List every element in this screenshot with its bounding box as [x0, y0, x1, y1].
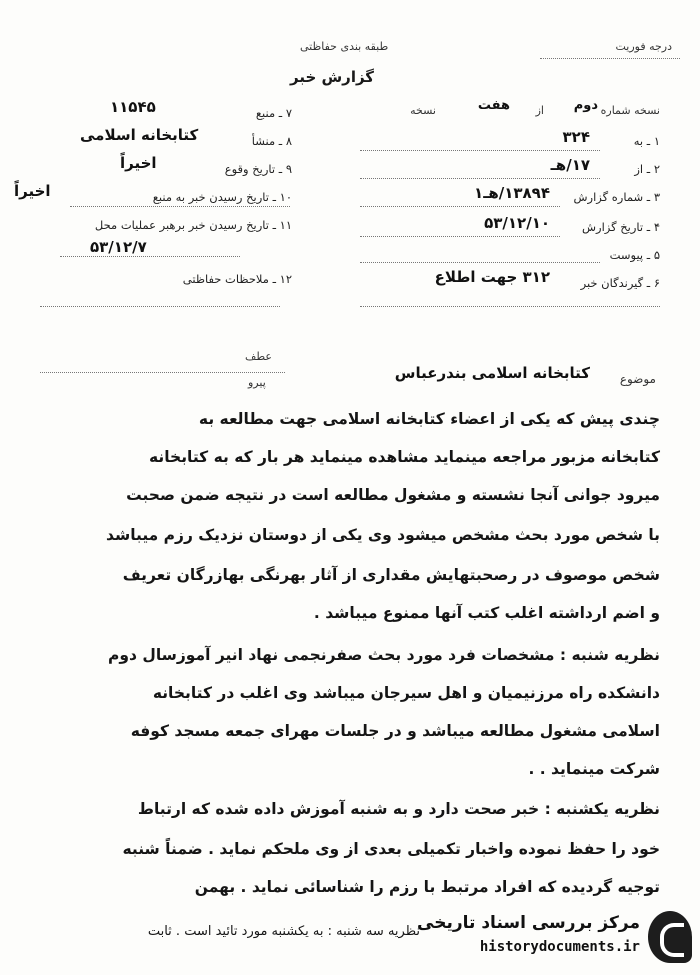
field-from-value: ۱۷/هـ	[550, 156, 590, 174]
field-source-received-value: اخیراً	[14, 182, 51, 200]
field-leader-received-value: ۵۳/۱۲/۷	[90, 238, 147, 256]
body-line: و اضم ارداشته اغلب کتب آنها ممنوع میباشد .	[313, 604, 660, 622]
watermark-title: مرکز بررسی اسناد تاریخی	[417, 913, 640, 933]
field-source-value: ۱۱۵۴۵	[110, 98, 156, 116]
field-report-number-value: ۱۳۸۹۴/هـ۱	[474, 184, 550, 202]
field-recipients-label: ۶ ـ گیرندگان خبر	[580, 276, 660, 290]
subject-label: موضوع	[619, 372, 656, 386]
watermark-url: historydocuments.ir	[479, 939, 640, 955]
of-label: از	[535, 104, 544, 117]
body-line: شخص موصوف در رصحبتهایش مقداری از آثار بهرنگی بهازرگان تعریف	[122, 566, 660, 584]
body-line: با شخص مورد بحث مشخص میشود وی یکی از دوستان نزدیک رزم میباشد	[106, 526, 660, 544]
copy-label: نسخه	[410, 104, 436, 117]
field-origin-value: کتابخانه اسلامی	[80, 126, 199, 144]
body-line: توجیه گردیده که افراد مرتبط با رزم را شناسائی نماید . بهمن	[194, 878, 660, 896]
subject-value: کتابخانه اسلامی بندرعباس	[394, 364, 590, 382]
body-line: نظریه یکشنبه : خبر صحت دارد و به شنبه آموزش داده شده که ارتباط	[137, 800, 660, 818]
field-security-notes-label: ۱۲ ـ ملاحظات حفاظتی	[182, 272, 292, 286]
field-to-value: ۳۲۴	[562, 128, 590, 146]
copy-number-value: دوم	[573, 98, 598, 113]
body-line: چندی پیش که یکی از اعضاء کتابخانه اسلامی جهت مطالعه به	[198, 410, 660, 428]
atf-label: عطف	[245, 350, 272, 363]
body-line: شرکت مینماید . .	[528, 760, 660, 778]
field-leader-received-label: ۱۱ ـ تاریخ رسیدن خبر برهبر عملیات محل	[94, 218, 292, 232]
field-to-label: ۱ ـ به	[633, 134, 660, 148]
archive-watermark	[402, 907, 692, 967]
priority-dots	[540, 58, 680, 59]
field-attachment-label: ۵ ـ پیوست	[609, 248, 660, 262]
field-occurrence-date-label: ۹ ـ تاریخ وقوع	[224, 162, 292, 176]
field-report-number-label: ۳ ـ شماره گزارش	[573, 190, 660, 204]
body-line: نظریه سه شنبه : به یکشنبه مورد تائید است . ثابت	[147, 924, 420, 939]
field-occurrence-date-value: اخیراً	[120, 154, 157, 172]
field-source-received-label: ۱۰ ـ تاریخ رسیدن خبر به منبع	[152, 190, 292, 204]
peyro-label: پیرو	[248, 376, 266, 389]
field-from-label: ۲ ـ از	[634, 162, 660, 176]
priority-label: درجه فوریت	[615, 40, 672, 53]
field-recipients-value: ۳۱۲ جهت اطلاع	[434, 268, 550, 286]
classification-label: طبقه بندی حفاظتی	[300, 40, 389, 53]
copy-number-label: نسخه شماره	[600, 104, 660, 117]
archive-logo-icon	[648, 911, 692, 963]
field-source-label: ۷ ـ منبع	[255, 106, 292, 120]
body-line: خود را حفظ نموده واخبار تکمیلی بعدی از وی ملحکم نماید . ضمناً شنبه	[122, 840, 660, 858]
body-line: دانشکده راه مرزنیمیان و اهل سیرجان میباشد وی اغلب در کتابخانه	[152, 684, 660, 702]
field-report-date-label: ۴ ـ تاریخ گزارش	[581, 220, 660, 234]
of-value: هفت	[477, 98, 510, 113]
body-line: میرود جوانی آنجا نشسته و مشغول مطالعه است در نتیجه ضمن صحبت	[126, 486, 660, 504]
report-title: گزارش خبر	[290, 68, 375, 86]
body-line: کتابخانه مزبور مراجعه مینماید مشاهده مینماید هر بار که به کتابخانه	[148, 448, 660, 466]
body-line: اسلامی مشغول مطالعه میباشد و در جلسات مهرای جمعه مسجد کوفه	[130, 722, 660, 740]
field-report-date-value: ۵۳/۱۲/۱۰	[484, 214, 550, 232]
field-origin-label: ۸ ـ منشأ	[251, 134, 292, 148]
body-line: نظریه شنبه : مشخصات فرد مورد بحث صفرنجمی نهاد انیر آموزسال دوم	[108, 646, 660, 664]
